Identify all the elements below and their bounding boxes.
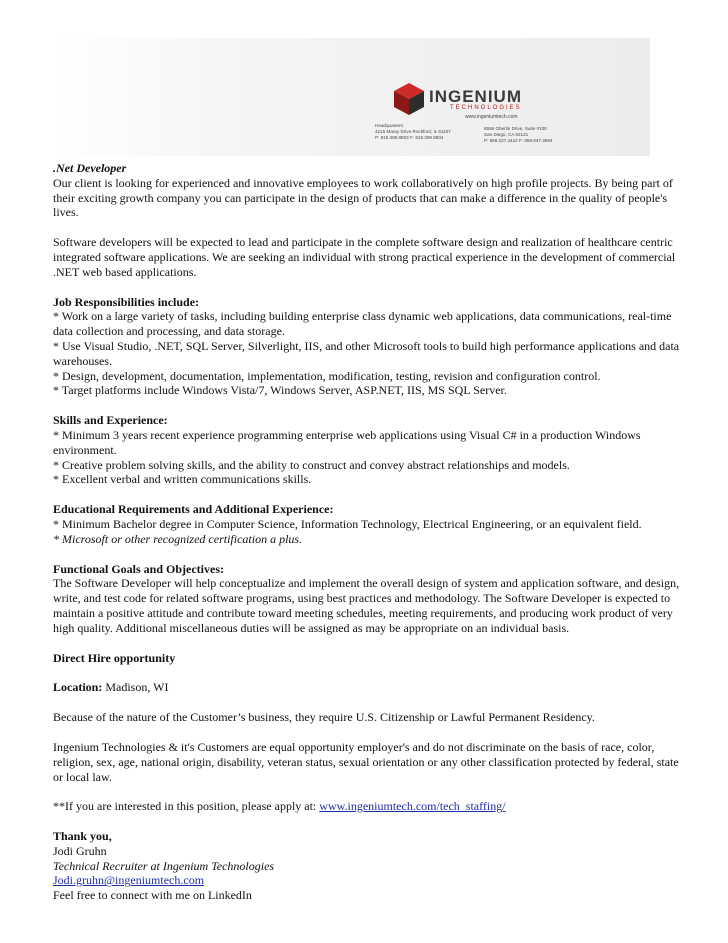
goals-text: The Software Developer will help conceptualize and implement the overall design of system and application software, and design, write, and test code for related software programs, using best practices and methodology. The Software Developer is expected to maintain a positive attitude and contribute toward meeting schedules, meeting requirements, and producing work product of very high quality. Additional miscellaneous duties will be assigned as may be appropriate on an individual basis. bbox=[53, 576, 680, 635]
recruiter-email-link[interactable]: Jodi.gruhn@ingeniumtech.com bbox=[53, 873, 205, 888]
list-item: * Work on a large variety of tasks, including building enterprise class dynamic web applications, data communications, real-time data collection and processing, and data storage. bbox=[53, 309, 672, 339]
job-intro: Our client is looking for experienced and innovative employees to work collaboratively on high profile projects. By being part of their exciting growth company you can participate in the design of products that can make a difference in the quality of people's lives. bbox=[53, 175, 673, 220]
san-diego-address: 8556 Oberlin Drive, Suite #100 San Diego, CA 92121 P: 858.227.4422 F: 858.947.3894 bbox=[484, 126, 553, 143]
brand-subtitle: TECHNOLOGIES bbox=[450, 105, 522, 111]
linkedin-note: Feel free to connect with me on LinkedIn bbox=[53, 888, 252, 903]
signoff: Thank you, bbox=[53, 829, 112, 844]
location-label: Location: bbox=[53, 680, 103, 695]
list-item: * Design, development, documentation, implementation, modification, testing, revision and configuration control. bbox=[53, 368, 601, 383]
list-item: * Target platforms include Windows Vista/7, Windows Server, ASP.NET, IIS, MS SQL Server. bbox=[53, 383, 507, 398]
certification-note: * Microsoft or other recognized certification a plus. bbox=[53, 531, 303, 546]
eeo-statement: Ingenium Technologies & it's Customers are equal opportunity employer's and do not discriminate on the basis of race, color, religion, sex, age, national origin, disability, veteran status, sexual orientation or any other classification protected by federal, state or local law. bbox=[53, 739, 679, 784]
job-description bbox=[53, 161, 683, 903]
responsibilities-heading: Job Responsibilities include: bbox=[53, 294, 200, 309]
goals-heading: Functional Goals and Objectives: bbox=[53, 561, 225, 576]
brand-website: www.ingeniumtech.com bbox=[465, 114, 518, 120]
recruiter-title: Technical Recruiter at Ingenium Technologies bbox=[53, 858, 275, 873]
list-item: * Use Visual Studio, .NET, SQL Server, Silverlight, IIS, and other Microsoft tools to build high performance applications and data warehouses. bbox=[53, 338, 680, 368]
hq-address: Headquarters: 4216 Maray Drive Rockford, IL 61107 P: 815.399.8803 F: 815.399.8804 bbox=[375, 123, 451, 140]
location bbox=[53, 680, 683, 695]
education-heading: Educational Requirements and Additional Experience: bbox=[53, 502, 334, 517]
ingenium-cube-logo-icon bbox=[391, 81, 427, 117]
list-item: * Excellent verbal and written communications skills. bbox=[53, 472, 312, 487]
list-item: * Minimum 3 years recent experience programming enterprise web applications using Visual C# in a production Windows environment. bbox=[53, 427, 641, 457]
citizenship-requirement: Because of the nature of the Customer’s business, they require U.S. Citizenship or Lawful Permanent Residency. bbox=[53, 710, 595, 725]
list-item: * Minimum Bachelor degree in Computer Science, Information Technology, Electrical Engineering, or an equivalent field. bbox=[53, 516, 642, 531]
job-summary: Software developers will be expected to lead and participate in the complete software design and realization of healthcare centric integrated software applications. We are seeking an individual with strong practical experience in the development of commercial .NET web based applications. bbox=[53, 235, 676, 279]
letterhead bbox=[53, 38, 650, 156]
apply-link[interactable]: www.ingeniumtech.com/tech_staffing/ bbox=[319, 799, 506, 814]
list-item: * Creative problem solving skills, and the ability to construct and convey abstract relationships and models. bbox=[53, 457, 570, 472]
recruiter-name: Jodi Gruhn bbox=[53, 843, 107, 858]
apply-prefix: **If you are interested in this position, please apply at: bbox=[53, 799, 320, 814]
job-title: .Net Developer bbox=[53, 161, 127, 175]
email-line bbox=[53, 873, 683, 888]
hire-type: Direct Hire opportunity bbox=[53, 650, 176, 665]
location-value: Madison, WI bbox=[102, 680, 169, 695]
skills-heading: Skills and Experience: bbox=[53, 413, 168, 428]
brand-name: INGENIUM bbox=[429, 87, 522, 106]
apply-line bbox=[53, 799, 683, 814]
